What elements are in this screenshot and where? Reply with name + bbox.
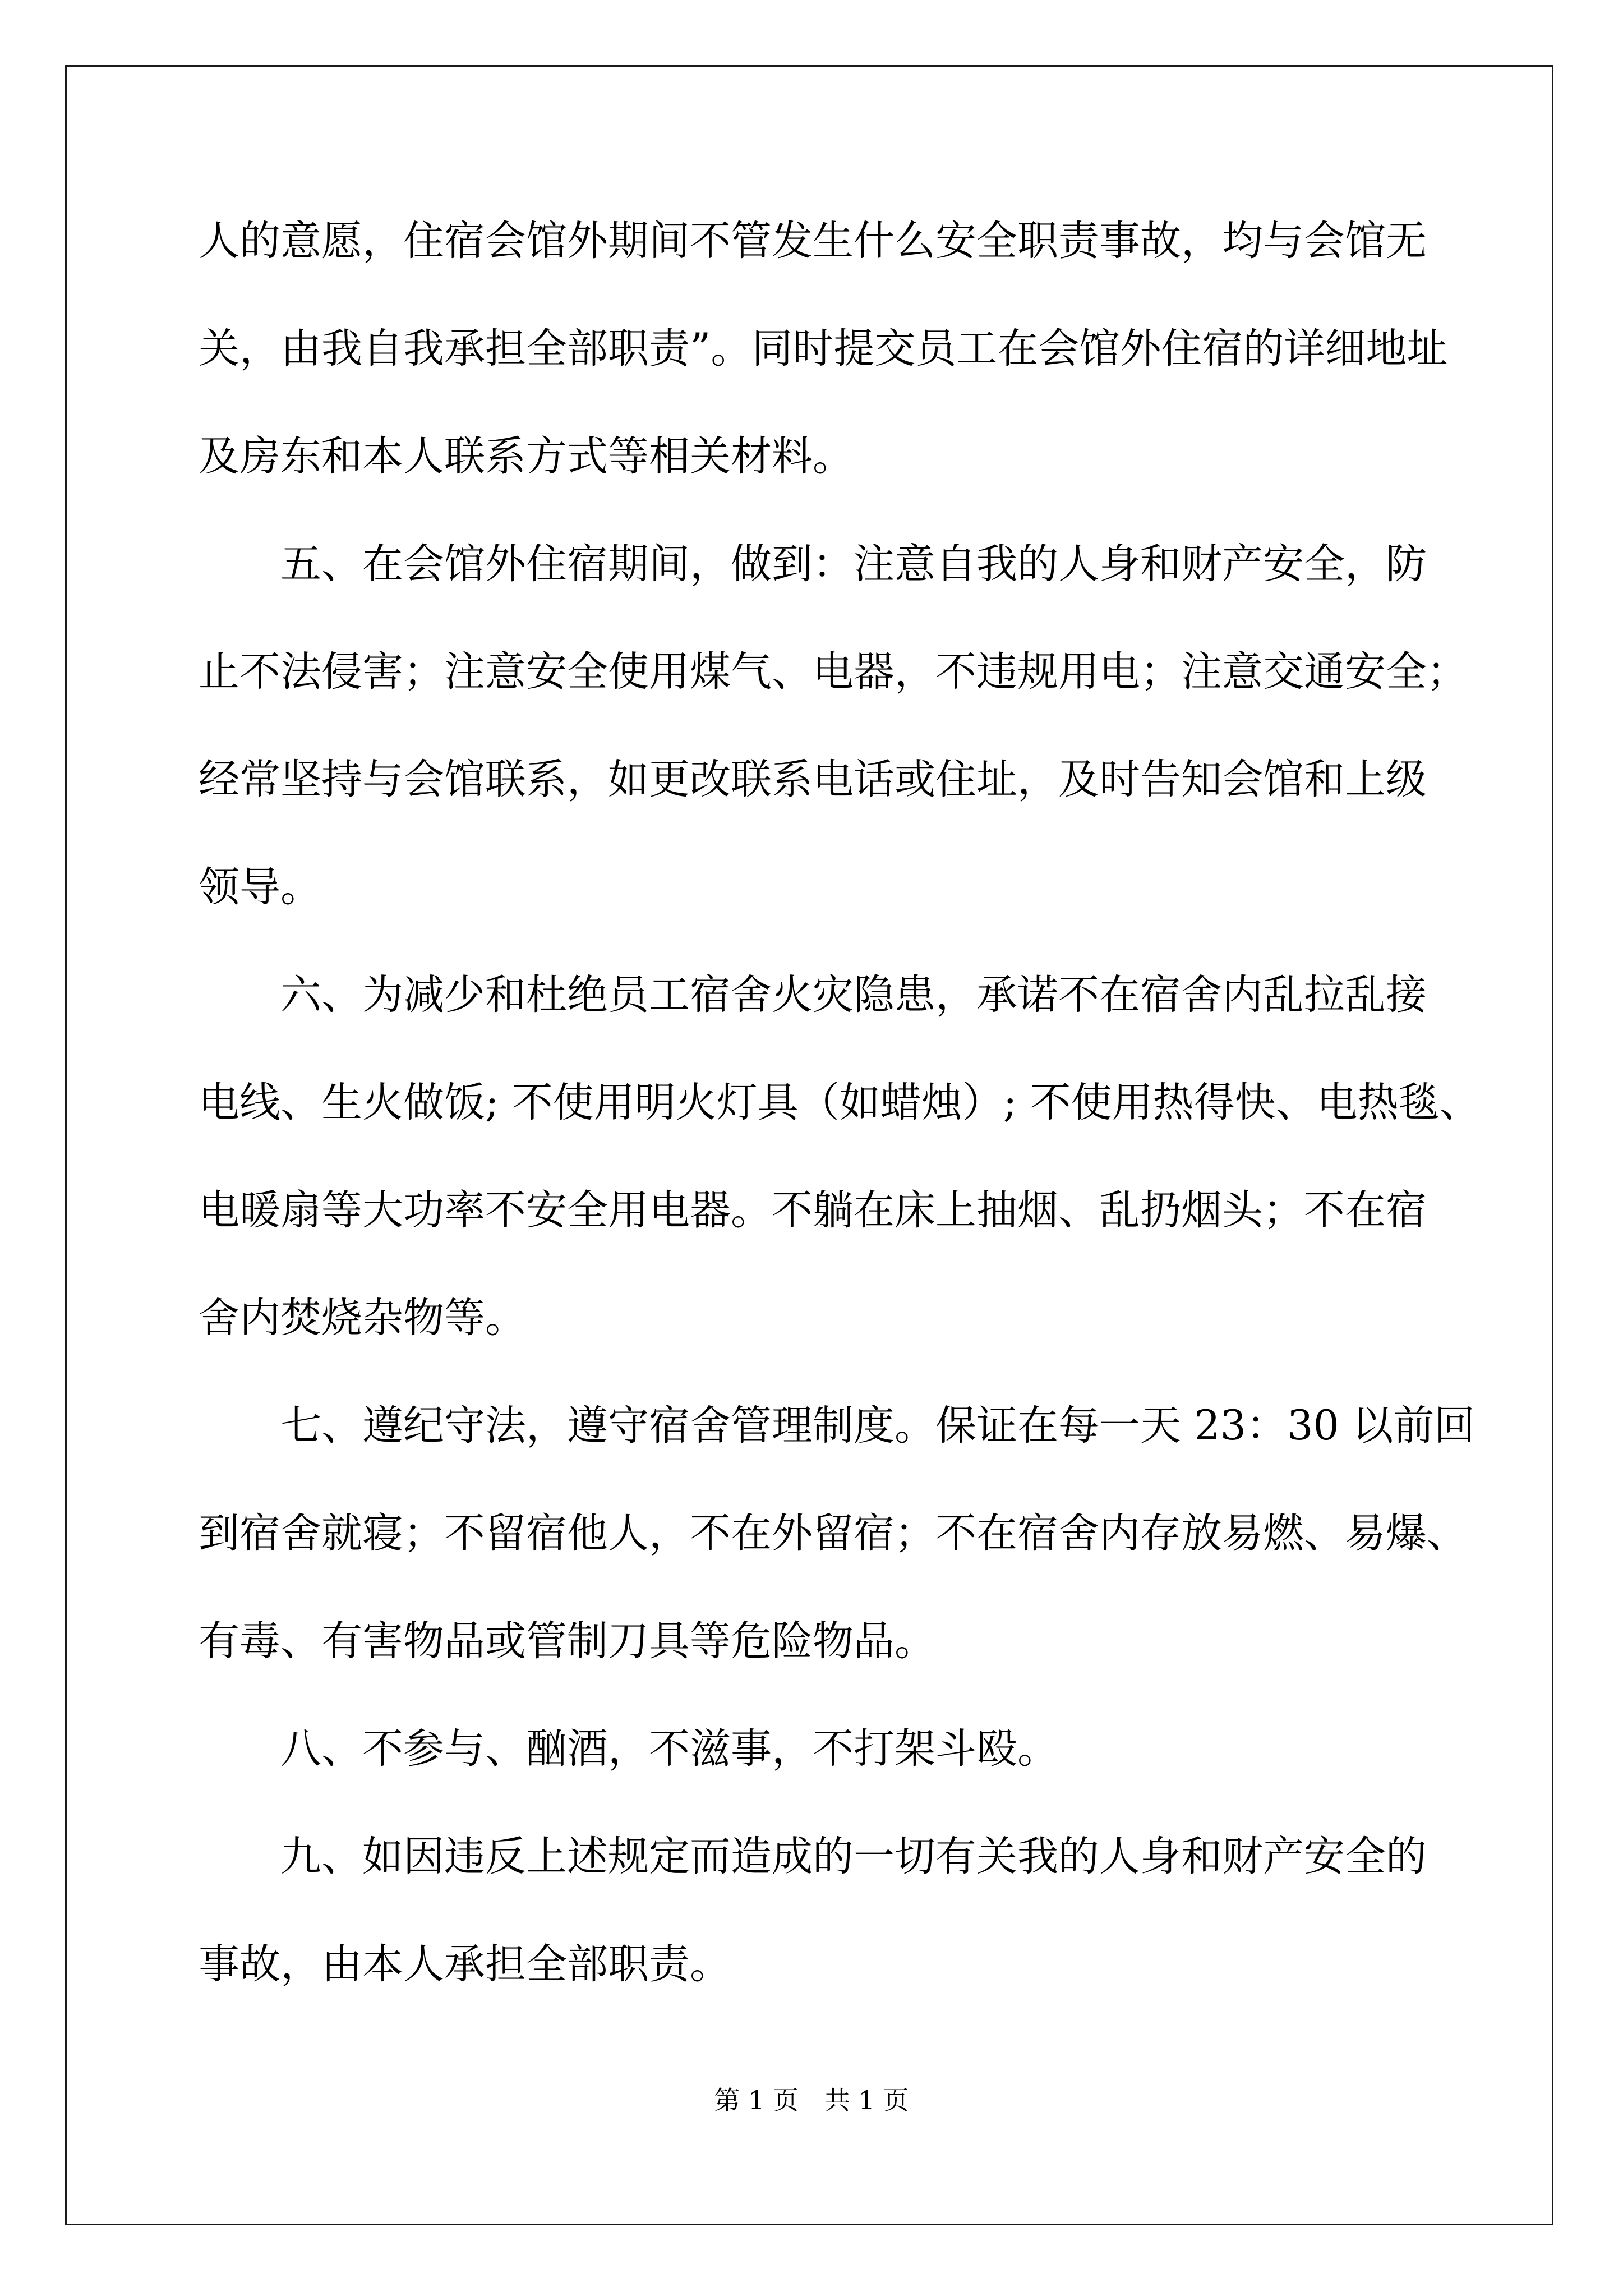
page-total: 共 1 页 xyxy=(824,2085,909,2115)
text-line: 经常坚持与会馆联系，如更改联系电话或住址，及时告知会馆和上级 xyxy=(199,756,1427,803)
text-line: 及房东和本人联系方式等相关材料。 xyxy=(199,432,854,480)
text-line: 领导。 xyxy=(199,863,321,911)
paragraph-seven-start: 七、遵纪守法，遵守宿舍管理制度。保证在每一天 23：30 以前回 xyxy=(280,1402,1476,1450)
text-line: 电暖扇等大功率不安全用电器。不躺在床上抽烟、乱扔烟头；不在宿 xyxy=(199,1186,1427,1234)
text-line: 到宿舍就寝；不留宿他人，不在外留宿；不在宿舍内存放易燃、易爆、 xyxy=(199,1510,1468,1557)
text-line: 舍内焚烧杂物等。 xyxy=(199,1294,526,1342)
page-border xyxy=(65,65,1553,2225)
text-line: 事故，由本人承担全部职责。 xyxy=(199,1940,731,1988)
text-line: 电线、生火做饭; 不使用明火灯具（如蜡烛）; 不使用热得快、电热毯、 xyxy=(199,1079,1481,1126)
paragraph-nine-start: 九、如因违反上述规定而造成的一切有关我的人身和财产安全的 xyxy=(280,1833,1427,1880)
paragraph-five-start: 五、在会馆外住宿期间，做到：注意自我的人身和财产安全，防 xyxy=(280,540,1427,588)
text-line: 人的意愿，住宿会馆外期间不管发生什么安全职责事故，均与会馆无 xyxy=(199,217,1427,265)
paragraph-eight: 八、不参与、酗酒，不滋事，不打架斗殴。 xyxy=(280,1725,1058,1773)
page-number: 第 1 页 xyxy=(714,2085,799,2115)
page-footer xyxy=(0,2083,1623,2117)
text-line: 关，由我自我承担全部职责”。同时提交员工在会馆外住宿的详细地址 xyxy=(199,325,1448,372)
paragraph-six-start: 六、为减少和杜绝员工宿舍火灾隐患，承诺不在宿舍内乱拉乱接 xyxy=(280,971,1427,1019)
text-line: 止不法侵害；注意安全使用煤气、电器，不违规用电；注意交通安全； xyxy=(199,648,1468,696)
text-line: 有毒、有害物品或管制刀具等危险物品。 xyxy=(199,1617,935,1665)
